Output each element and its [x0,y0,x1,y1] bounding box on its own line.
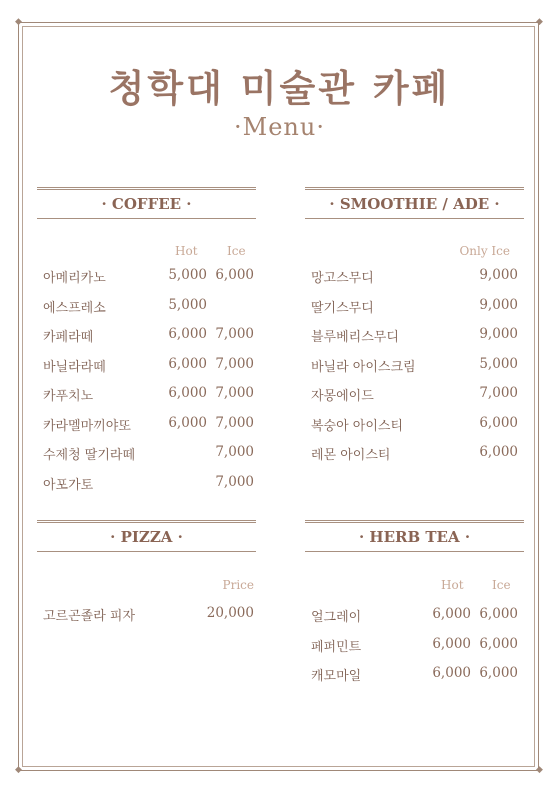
corner-ornament-tr: ◆ [536,17,543,27]
coffee-row [43,297,256,317]
herbtea-price-ice: 6,000 [479,606,518,622]
herbtea-price-ice: 6,000 [479,665,518,681]
coffee-price-ice: 7,000 [215,444,254,460]
coffee-item-name: 카푸치노 [43,389,94,404]
smoothie-price: 6,000 [479,414,518,431]
coffee-row [43,267,256,287]
smoothie-col-price: Only Ice [459,244,510,258]
coffee-price-hot: 5,000 [168,296,207,313]
smoothie-item-name: 망고스무디 [311,271,374,286]
pizza-row [43,605,256,625]
coffee-section-title: · COFFEE · [101,195,192,213]
coffee-row [43,326,256,346]
coffee-item-name: 아메리카노 [43,271,106,286]
pizza-section-header [37,520,256,552]
coffee-section [37,187,256,497]
coffee-item-name: 바닐라라떼 [43,359,106,375]
herbtea-col-ice: Ice [492,578,511,592]
coffee-item-name: 카라멜마끼야또 [43,418,131,434]
coffee-price-ice: 7,000 [215,473,254,490]
coffee-col-ice: Ice [227,244,246,258]
coffee-price-hot: 6,000 [168,385,207,401]
coffee-item-name: 에스프레소 [43,300,106,316]
coffee-price-hot: 6,000 [168,355,207,372]
corner-ornament-tl: ◆ [15,17,22,27]
coffee-col-hot: Hot [175,244,198,258]
smoothie-item-name: 딸기스무디 [311,300,374,316]
herbtea-item-name: 얼그레이 [311,610,362,625]
coffee-price-ice: 6,000 [215,267,254,283]
pizza-price: 20,000 [206,605,254,621]
smoothie-section [305,187,524,497]
coffee-price-ice: 7,000 [215,326,254,342]
coffee-price-hot: 6,000 [168,326,207,342]
smoothie-item-name: 복숭아 아이스티 [311,418,404,434]
coffee-row [43,415,256,435]
smoothie-row [311,444,524,464]
smoothie-price: 9,000 [479,296,518,313]
smoothie-section-header [305,187,524,219]
herbtea-section-title: · HERB TEA · [358,528,471,546]
herbtea-price-hot: 6,000 [432,635,471,652]
herbtea-price-hot: 6,000 [432,606,471,622]
pizza-section [37,520,256,720]
smoothie-row [311,326,524,346]
herbtea-section [305,520,524,720]
coffee-price-ice: 7,000 [215,385,254,401]
coffee-price-hot: 6,000 [168,414,207,431]
pizza-item-name: 고르곤졸라 피자 [43,609,136,624]
herbtea-row [311,636,524,656]
herbtea-price-hot: 6,000 [432,665,471,681]
smoothie-item-name: 자몽에이드 [311,389,374,404]
herbtea-col-hot: Hot [441,578,464,592]
coffee-item-name: 수제청 딸기라떼 [43,448,136,463]
coffee-item-name: 아포가토 [43,477,94,493]
herbtea-item-name: 페퍼민트 [311,639,362,655]
coffee-row [43,385,256,405]
smoothie-price: 9,000 [479,267,518,283]
herbtea-item-name: 캐모마일 [311,669,362,684]
corner-ornament-bl: ◆ [15,765,22,775]
coffee-row [43,474,256,494]
smoothie-section-title: · SMOOTHIE / ADE · [329,195,500,213]
smoothie-row [311,415,524,435]
smoothie-item-name: 블루베리스무디 [311,330,399,345]
corner-ornament-br: ◆ [536,765,543,775]
pizza-col-price: Price [222,578,254,592]
smoothie-row [311,297,524,317]
herbtea-price-ice: 6,000 [479,635,518,652]
smoothie-item-name: 바닐라 아이스크림 [311,359,416,375]
smoothie-price: 9,000 [479,326,518,342]
pizza-section-title: · PIZZA · [110,528,183,546]
coffee-price-hot: 5,000 [168,267,207,283]
coffee-price-ice: 7,000 [215,355,254,372]
coffee-row [43,444,256,464]
coffee-section-header [37,187,256,219]
smoothie-item-name: 레몬 아이스티 [311,448,391,463]
smoothie-row [311,356,524,376]
smoothie-row [311,267,524,287]
coffee-price-ice: 7,000 [215,414,254,431]
coffee-row [43,356,256,376]
page-title: 청학대 미술관 카페 [108,67,451,110]
herbtea-row [311,606,524,626]
herbtea-row [311,665,524,685]
herbtea-section-header [305,520,524,552]
coffee-item-name: 카페라떼 [43,330,94,345]
smoothie-price: 7,000 [479,385,518,401]
page-subtitle: ·Menu· [234,113,325,141]
smoothie-row [311,385,524,405]
smoothie-price: 5,000 [479,355,518,372]
smoothie-price: 6,000 [479,444,518,460]
